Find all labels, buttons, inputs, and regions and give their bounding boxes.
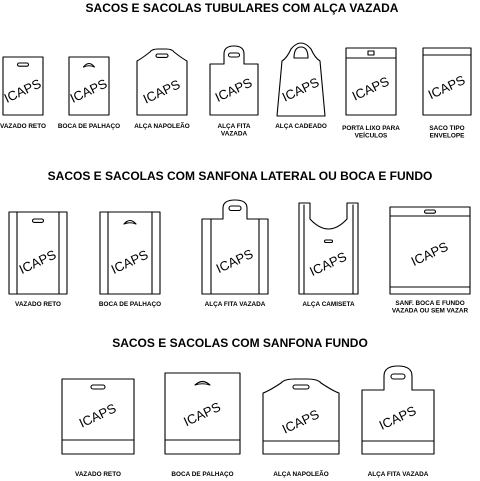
section-3 xyxy=(62,336,434,478)
bag-item-lat-camiseta xyxy=(299,203,358,308)
bag-label: VAZADO RETO xyxy=(75,471,121,478)
brand-text: ICAPS xyxy=(212,74,255,105)
bag-label: ALÇA CAMISETA xyxy=(302,301,355,308)
section-title: SACOS E SACOLAS TUBULARES COM ALÇA VAZADA xyxy=(85,1,399,15)
section-title: SACOS E SACOLAS COM SANFONA FUNDO xyxy=(112,336,368,350)
bag-item-lat-fita xyxy=(202,200,268,308)
brand-text: ICAPS xyxy=(108,246,151,277)
brand-text: ICAPS xyxy=(307,248,349,279)
bag-item-fun-fita xyxy=(362,366,434,478)
bag-label: VAZADO RETO xyxy=(15,301,61,308)
brand-text: ICAPS xyxy=(279,74,322,105)
bag-item-fun-napoleao xyxy=(263,379,339,478)
bag-label: VAZADA xyxy=(220,130,248,138)
bag-label: ALÇA NAPOLEÃO xyxy=(273,471,329,478)
bag-label: ALÇA FITA xyxy=(217,123,251,130)
bag-item-fun-reto xyxy=(62,379,134,478)
bag-item-lat-reto xyxy=(9,212,67,308)
bag-outline xyxy=(137,49,187,115)
bag-item-lat-palhaco xyxy=(99,212,161,308)
bag-label: PORTA LIXO PARA xyxy=(342,125,400,132)
bag-outline xyxy=(277,43,325,116)
bag-outline xyxy=(202,200,268,294)
brand-text: ICAPS xyxy=(408,238,451,269)
bag-item-tub-cadeado xyxy=(275,43,327,130)
brand-text: ICAPS xyxy=(279,406,322,437)
brand-text: ICAPS xyxy=(425,72,468,103)
bag-label: VAZADO RETO xyxy=(0,123,46,130)
section-2 xyxy=(9,169,470,315)
bag-item-tub-napoleao xyxy=(134,49,190,130)
bag-label: BOCA DE PALHAÇO xyxy=(98,301,162,308)
bag-label: ENVELOPE xyxy=(429,132,465,140)
bag-item-lat-sanf xyxy=(390,207,470,315)
section-title: SACOS E SACOLAS COM SANFONA LATERAL OU BOCA E FUNDO xyxy=(47,169,433,183)
brand-text: ICAPS xyxy=(16,246,59,277)
bag-label: SACO TIPO xyxy=(429,125,465,132)
brand-text: ICAPS xyxy=(181,399,223,430)
bag-item-tub-envelope xyxy=(423,48,471,140)
brand-text: ICAPS xyxy=(376,402,419,433)
brand-text: ICAPS xyxy=(213,246,256,277)
bag-label: ALÇA NAPOLEÃO xyxy=(134,123,190,130)
brand-text: ICAPS xyxy=(76,400,119,431)
bag-label: ALÇA FITA VAZADA xyxy=(367,471,429,478)
bag-label: ALÇA FITA VAZADA xyxy=(204,301,266,308)
section-1 xyxy=(0,1,471,140)
bag-item-tub-fita xyxy=(210,46,258,138)
bag-label: BOCA DE PALHAÇO xyxy=(171,471,234,478)
bag-item-tub-palhaco xyxy=(58,57,120,130)
brand-text: ICAPS xyxy=(140,76,183,107)
bag-item-tub-lixo xyxy=(342,48,400,140)
brand-text: ICAPS xyxy=(1,75,44,106)
bag-outline xyxy=(299,203,358,294)
bag-label: SANF. BOCA E FUNDO xyxy=(395,300,465,307)
bag-label: VEÍCULOS xyxy=(354,132,388,140)
brand-text: ICAPS xyxy=(67,75,110,106)
bag-label: BOCA DE PALHAÇO xyxy=(57,123,121,130)
bag-label: ALÇA CADEADO xyxy=(275,123,327,130)
bag-label: VAZADA OU SEM VAZAR xyxy=(391,307,469,315)
bag-item-tub-reto xyxy=(0,57,46,130)
bag-item-fun-palhaco xyxy=(165,373,240,478)
brand-text: ICAPS xyxy=(349,73,392,104)
